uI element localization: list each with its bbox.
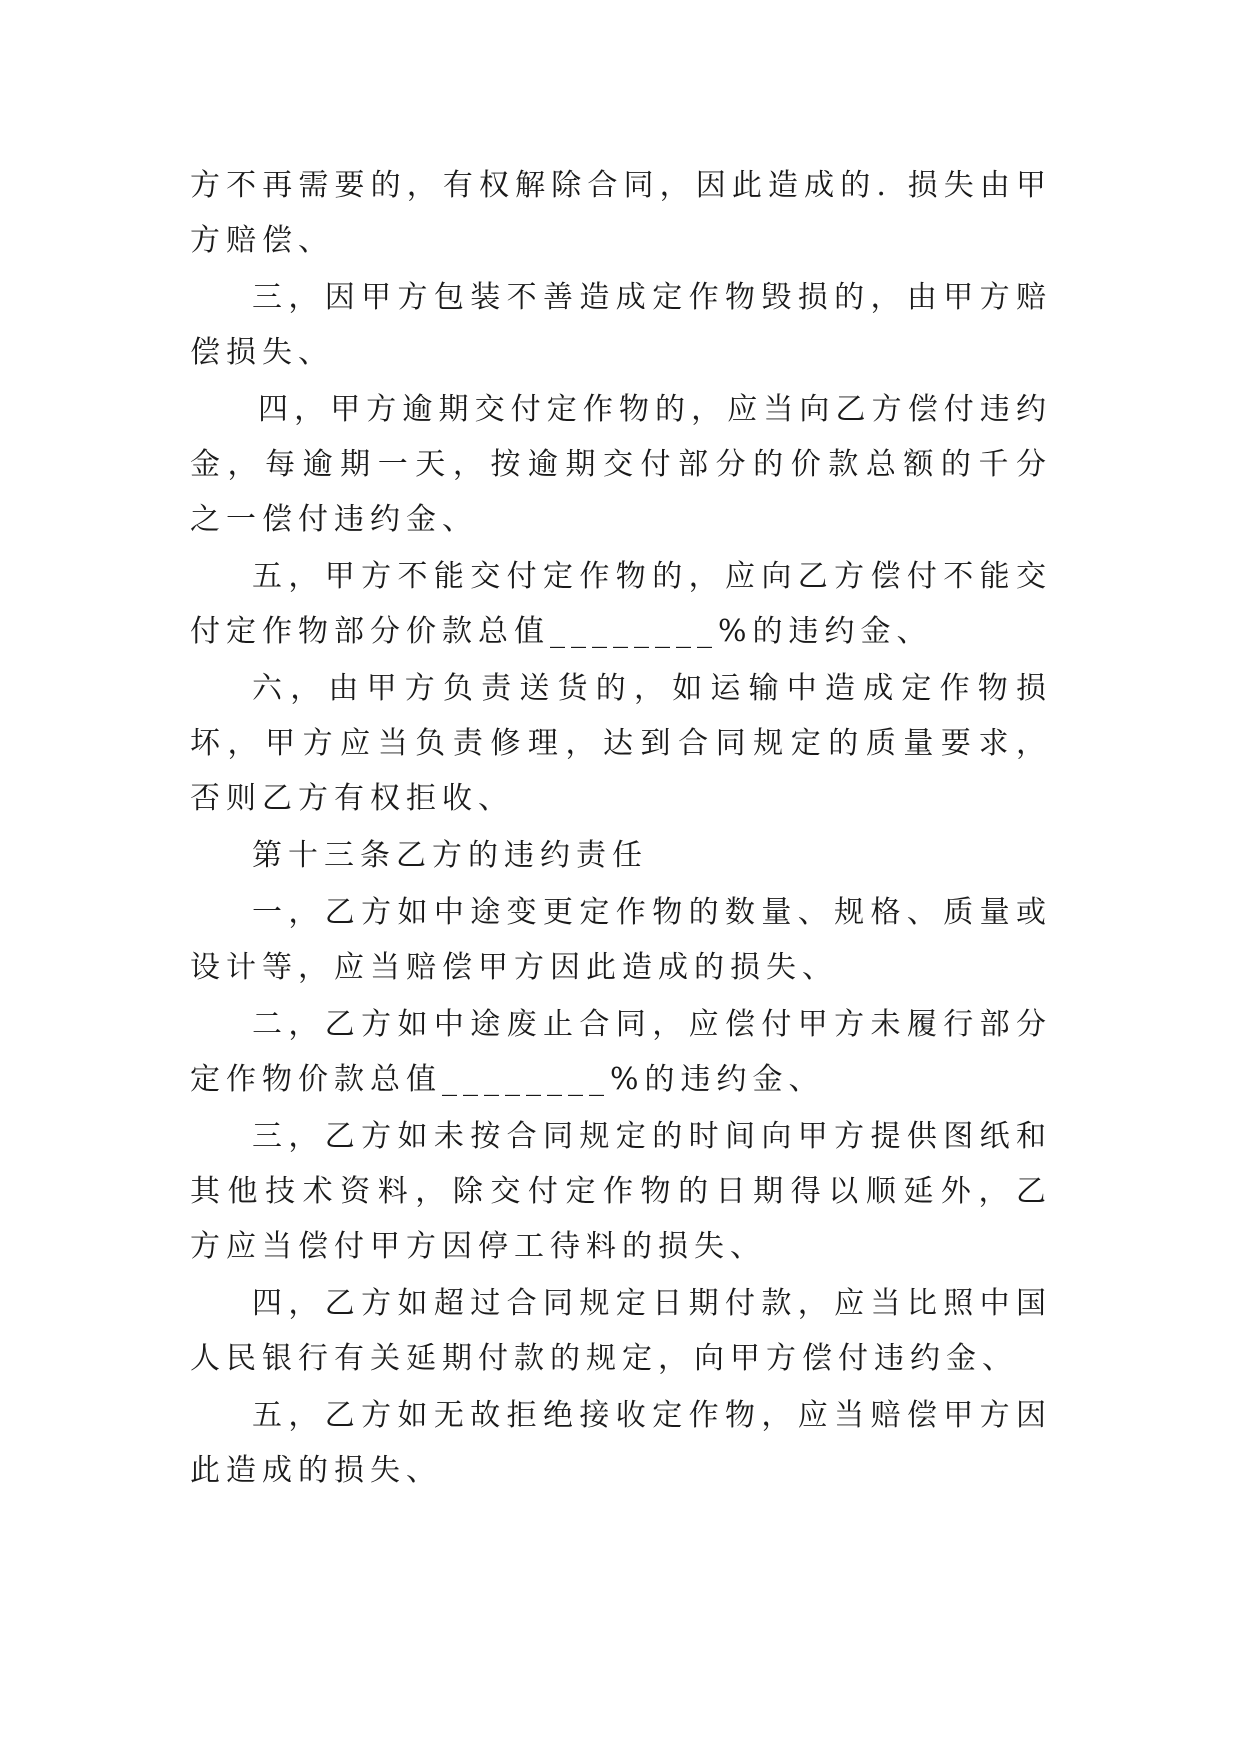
paragraph-continued: 方不再需要的，有权解除合同，因此造成的. 损失由甲方赔偿、 <box>190 168 1052 258</box>
document-body <box>190 158 1052 1498</box>
paragraph-party-b-clause-5: 五，乙方如无故拒绝接收定作物，应当赔偿甲方因此造成的损失、 <box>190 1398 1052 1488</box>
paragraph-party-b-clause-2: 二，乙方如中途废止合同，应偿付甲方未履行部分定作物价款总值________%的违约金、 <box>190 1007 1052 1097</box>
paragraph-party-b-clause-4: 四，乙方如超过合同规定日期付款，应当比照中国人民银行有关延期付款的规定，向甲方偿付违约金、 <box>190 1286 1052 1376</box>
paragraph-party-b-clause-3: 三，乙方如未按合同规定的时间向甲方提供图纸和其他技术资料，除交付定作物的日期得以顺延外，乙方应当偿付甲方因停工待料的损失、 <box>190 1119 1052 1264</box>
section-heading-article-13: 第十三条乙方的违约责任 <box>252 838 648 873</box>
paragraph-clause-3: 三，因甲方包装不善造成定作物毁损的，由甲方赔偿损失、 <box>190 280 1052 370</box>
paragraph-party-b-clause-1: 一，乙方如中途变更定作物的数量、规格、质量或设计等，应当赔偿甲方因此造成的损失、 <box>190 895 1052 985</box>
paragraph-clause-4: 四，甲方逾期交付定作物的，应当向乙方偿付违约金，每逾期一天，按逾期交付部分的价款总额的千分之一偿付违约金、 <box>190 392 1052 537</box>
paragraph-clause-6: 六，由甲方负责送货的，如运输中造成定作物损坏，甲方应当负责修理，达到合同规定的质量要求，否则乙方有权拒收、 <box>190 671 1052 816</box>
paragraph-clause-5: 五，甲方不能交付定作物的，应向乙方偿付不能交付定作物部分价款总值________%的违约金、 <box>190 559 1052 649</box>
